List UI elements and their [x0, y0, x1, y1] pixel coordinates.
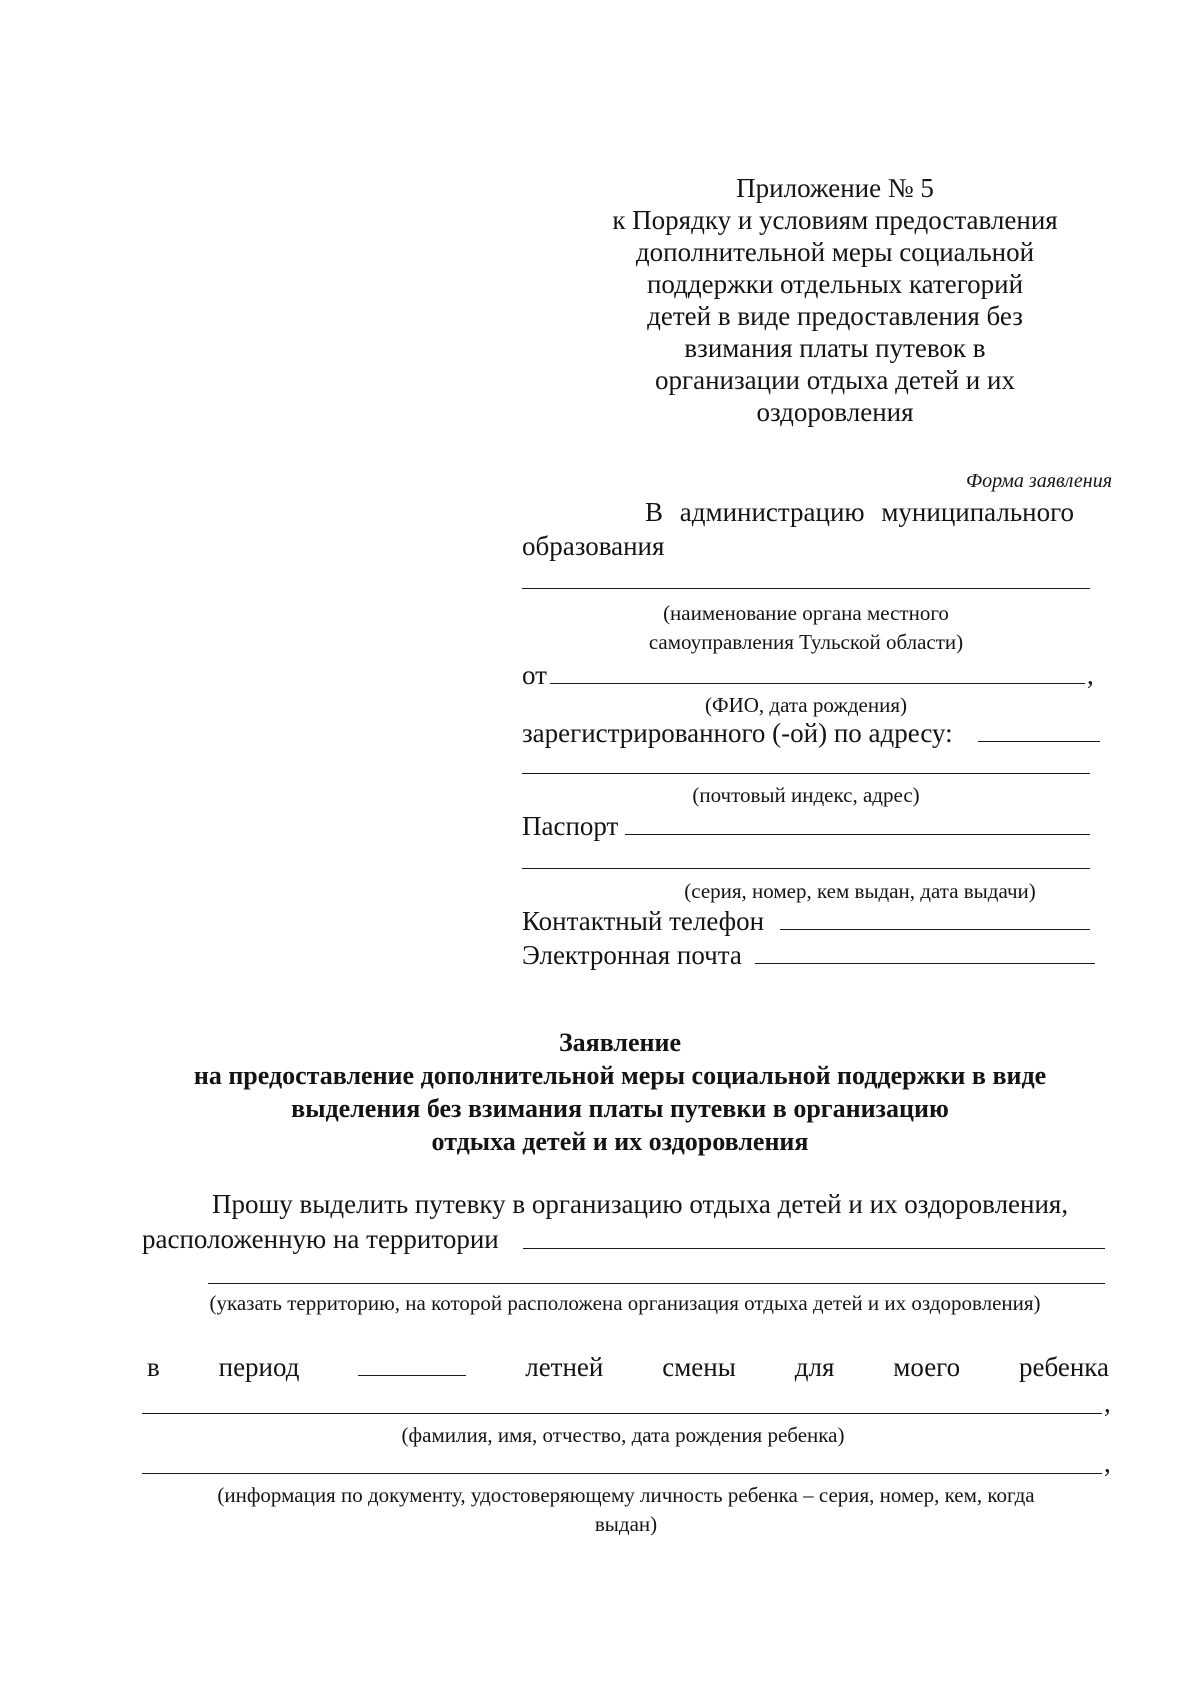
caption-doc-1: (информация по документу, удостоверяющему личность ребенка – серия, номер, кем, когда — [217, 1483, 1035, 1507]
caption-doc-2: выдан) — [594, 1512, 658, 1536]
phone-line[interactable] — [780, 929, 1090, 930]
email-line[interactable] — [755, 963, 1095, 964]
request-line: Прошу выделить путевку в организацию отдыха детей и их оздоровления, — [212, 1189, 1069, 1219]
period-word: в — [147, 1352, 160, 1382]
passport-label: Паспорт — [522, 811, 619, 841]
phone-label: Контактный телефон — [522, 906, 765, 936]
period-word: период — [218, 1352, 300, 1382]
appendix-line: Приложение № 5 — [736, 173, 934, 203]
caption-fio: (ФИО, дата рождения) — [704, 693, 907, 717]
period-row — [147, 1352, 1109, 1383]
period-word: моего — [893, 1352, 961, 1382]
title-line: отдыха детей и их оздоровления — [431, 1127, 809, 1156]
territory-line-2[interactable] — [208, 1283, 1105, 1284]
appendix-block — [575, 172, 1095, 428]
appendix-line: оздоровления — [756, 397, 914, 427]
period-word: летней — [525, 1352, 604, 1382]
appendix-line: поддержки отдельных категорий — [646, 269, 1024, 299]
caption-org-1: (наименование органа местного — [663, 601, 949, 625]
org-name-line[interactable] — [522, 588, 1090, 589]
from-label: от — [522, 660, 547, 690]
title-line: Заявление — [558, 1028, 682, 1057]
appendix-line: взимания платы путевок в — [684, 333, 986, 363]
caption-address: (почтовый индекс, адрес) — [692, 783, 920, 807]
document-comma: , — [1104, 1448, 1111, 1478]
appendix-line: дополнительной меры социальной — [635, 237, 1035, 267]
appendix-line: организации отдыха детей и их — [655, 365, 1015, 395]
child-comma: , — [1104, 1388, 1111, 1418]
child-document-line[interactable] — [142, 1473, 1102, 1474]
addressee-line-1: В администрацию муниципального — [645, 497, 1075, 527]
addressee-line-2: образования — [522, 531, 665, 561]
form-label: Форма заявления — [966, 470, 1112, 492]
caption-passport: (серия, номер, кем выдан, дата выдачи) — [684, 879, 1036, 903]
period-blank[interactable] — [358, 1353, 466, 1376]
passport-line-2[interactable] — [522, 868, 1090, 869]
from-comma: , — [1087, 660, 1094, 690]
address-line-2[interactable] — [522, 773, 1090, 774]
email-label: Электронная почта — [522, 940, 742, 970]
fio-line[interactable] — [550, 683, 1085, 684]
period-word: ребенка — [1018, 1352, 1109, 1382]
caption-child: (фамилия, имя, отчество, дата рождения ребенка) — [401, 1423, 845, 1447]
title-line: выделения без взимания платы путевки в организацию — [291, 1094, 949, 1123]
child-info-line[interactable] — [142, 1413, 1102, 1414]
period-word: смены — [662, 1352, 736, 1382]
caption-territory: (указать территорию, на которой расположена организация отдыха детей и их оздоровления) — [209, 1291, 1041, 1315]
period-word: для — [794, 1352, 835, 1382]
caption-org-2: самоуправления Тульской области) — [648, 630, 964, 654]
territory-line-1[interactable] — [523, 1248, 1105, 1249]
registered-label: зарегистрированного (-ой) по адресу: — [522, 718, 953, 748]
title-line: на предоставление дополнительной меры социальной поддержки в виде — [193, 1061, 1047, 1090]
territory-label: расположенную на территории — [142, 1224, 499, 1254]
application-title — [130, 1026, 1110, 1158]
appendix-line: к Порядку и условиям предоставления — [612, 205, 1058, 235]
appendix-line: детей в виде предоставления без — [647, 301, 1023, 331]
address-line-1[interactable] — [978, 741, 1100, 742]
passport-line-1[interactable] — [625, 834, 1090, 835]
